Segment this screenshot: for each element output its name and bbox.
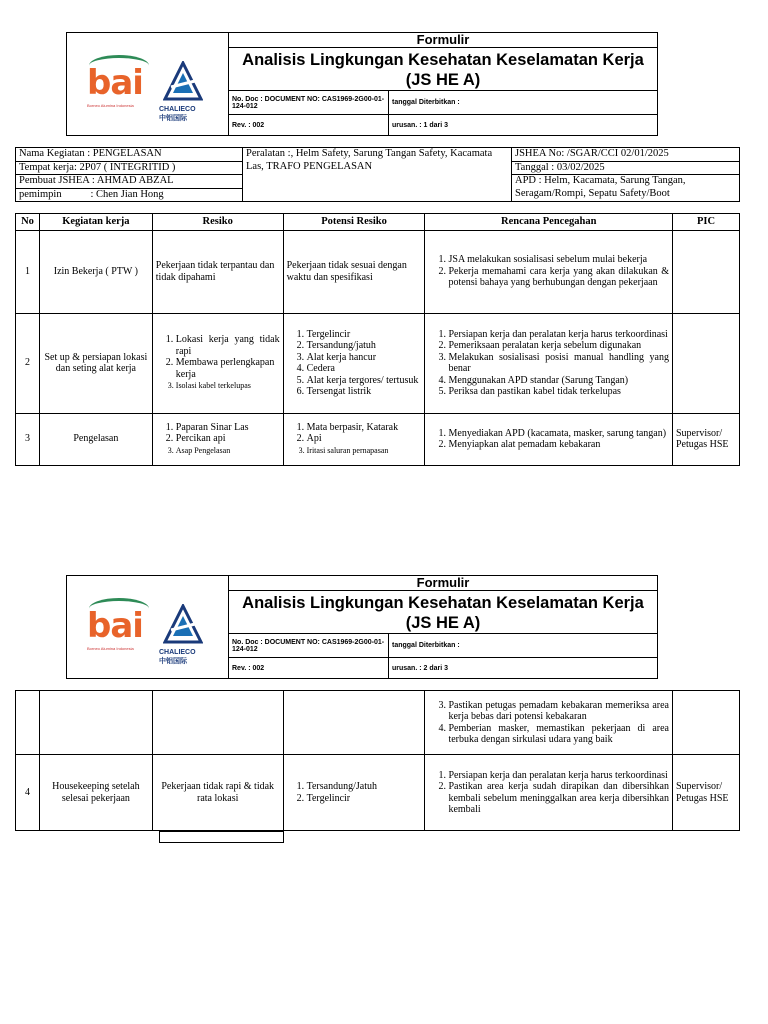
prevention-cell <box>425 230 673 313</box>
pic-cell: Supervisor/ Petugas HSE <box>673 755 740 831</box>
row-number: 1 <box>16 230 40 313</box>
date: Tanggal : 03/02/2025 <box>512 161 740 175</box>
prevention-cell <box>425 313 673 413</box>
col-header: Kegiatan kerja <box>39 214 152 231</box>
bai-logo-subtitle: Borneo Alumina Indonesia <box>87 103 134 108</box>
list-item: 3. Iritasi saluran pernapasan <box>307 445 422 457</box>
prevention-cell <box>425 413 673 465</box>
risk-cell: Pekerjaan tidak rapi & tidak rata lokasi <box>152 755 283 831</box>
pic-cell <box>673 691 740 755</box>
list-item: 1. Menyediakan APD (kacamata, masker, sarung tangan) <box>448 428 669 440</box>
list-item: 1. Paparan Sinar Las <box>176 422 280 434</box>
list-item: 2. Tergelincir <box>307 793 422 805</box>
list-item: 6. Tersengat listrik <box>307 386 422 398</box>
page-number: urusan. : 1 dari 3 <box>392 121 449 129</box>
activity-cell: Izin Bekerja ( PTW ) <box>39 230 152 313</box>
potential-risk-cell <box>283 413 425 465</box>
doc-number: No. Doc : DOCUMENT NO: CAS1969-2G00-01-124-012 <box>229 91 389 114</box>
list-item: 2. Tersandung/jatuh <box>307 340 422 352</box>
col-header: Potensi Resiko <box>283 214 425 231</box>
equipment: Peralatan :, Helm Safety, Sarung Tangan Safety, Kacamata Las, TRAFO PENGELASAN <box>243 148 512 202</box>
form-title: Analisis Lingkungan Kesehatan Keselamatan Kerja (JS HE A) <box>229 48 657 91</box>
bai-logo: bai <box>87 63 143 103</box>
list-item: 3. Asap Pengelasan <box>176 445 280 457</box>
activity-cell: Housekeeping setelah selesai pekerjaan <box>39 755 152 831</box>
list-item: 2. Pemeriksaan peralatan kerja sebelum digunakan <box>448 340 669 352</box>
activity-cell: Pengelasan <box>39 413 152 465</box>
row-number: 3 <box>16 413 40 465</box>
form-header-1 <box>66 32 658 136</box>
leader: pemimpin : Chen Jian Hong <box>16 188 243 202</box>
activity-cell <box>39 691 152 755</box>
form-label: Formulir <box>229 576 657 591</box>
list-item: 2. Percikan api <box>176 433 280 445</box>
page-number: urusan. : 2 dari 3 <box>392 664 449 672</box>
prevention-cell <box>425 691 673 755</box>
list-item: 2. Menyiapkan alat pemadam kebakaran <box>448 439 669 451</box>
table-row <box>16 755 740 831</box>
potential-risk-cell: Pekerjaan tidak sesuai dengan waktu dan spesifikasi <box>283 230 425 313</box>
col-header: PIC <box>673 214 740 231</box>
bai-logo-subtitle: Borneo Alumina Indonesia <box>87 646 134 651</box>
chalieco-logo-text: CHALIECO 中铝国际 <box>159 649 196 665</box>
list-item: 1. Mata berpasir, Katarak <box>307 422 422 434</box>
potential-risk-cell <box>283 313 425 413</box>
jshea-author: Pembuat JSHEA : AHMAD ABZAL <box>16 175 243 189</box>
table-header-row <box>16 214 740 231</box>
activity-cell: Set up & persiapan lokasi dan seting alat kerja <box>39 313 152 413</box>
table-row <box>16 313 740 413</box>
list-item: 3. Pastikan petugas pemadam kebakaran memeriksa area kerja bebas dari potensi kebakaran <box>448 700 669 723</box>
empty-cell <box>159 831 284 843</box>
pic-cell <box>673 313 740 413</box>
risk-cell: Pekerjaan tidak terpantau dan tidak dipahami <box>152 230 283 313</box>
form-header-2 <box>66 575 658 679</box>
list-item: 3. Isolasi kabel terkelupas <box>176 380 280 392</box>
form-title: Analisis Lingkungan Kesehatan Keselamatan Kerja (JS HE A) <box>229 591 657 634</box>
list-item: 4. Cedera <box>307 363 422 375</box>
potential-risk-cell <box>283 691 425 755</box>
logo-area <box>67 33 229 135</box>
potential-risk-cell <box>283 755 425 831</box>
jshea-number: JSHEA No: /SGAR/CCI 02/01/2025 <box>512 148 740 162</box>
list-item: 2. Pekerja memahami cara kerja yang akan dilakukan & potensi bahaya yang berhubungan dengan pekerjaan <box>448 266 669 289</box>
chalieco-logo-icon <box>163 61 203 101</box>
row-number <box>16 691 40 755</box>
list-item: 1. Persiapan kerja dan peralatan kerja harus terkoordinasi <box>448 329 669 341</box>
bai-logo: bai <box>87 606 143 646</box>
risk-table-2 <box>15 690 740 831</box>
list-item: 3. Alat kerja hancur <box>307 352 422 364</box>
info-table <box>15 147 740 202</box>
list-item: 1. Tersandung/Jatuh <box>307 781 422 793</box>
logo-area <box>67 576 229 678</box>
list-item: 2. Api <box>307 433 422 445</box>
list-item: 5. Periksa dan pastikan kabel tidak terkelupas <box>448 386 669 398</box>
revision: Rev. : 002 <box>229 658 389 678</box>
risk-cell <box>152 313 283 413</box>
list-item: 4. Pemberian masker, memastikan pekerjaan di area terbuka dengan sirkulasi udara yang baik <box>448 723 669 746</box>
list-item: 2. Pastikan area kerja sudah dirapikan dan dibersihkan kembali sebelum meninggalkan area kerja dibersihkan kembali <box>448 781 669 816</box>
chalieco-logo-text: CHALIECO 中铝国际 <box>159 106 196 122</box>
chalieco-logo-icon <box>163 604 203 644</box>
row-number: 2 <box>16 313 40 413</box>
col-header: No <box>16 214 40 231</box>
col-header: Resiko <box>152 214 283 231</box>
list-item: 1. Lokasi kerja yang tidak rapi <box>176 334 280 357</box>
table-row <box>16 230 740 313</box>
risk-cell <box>152 413 283 465</box>
table-row <box>16 691 740 755</box>
list-item: 1. JSA melakukan sosialisasi sebelum mulai bekerja <box>448 254 669 266</box>
doc-number: No. Doc : DOCUMENT NO: CAS1969-2G00-01-124-012 <box>229 634 389 657</box>
list-item: 2. Membawa perlengkapan kerja <box>176 357 280 380</box>
risk-cell <box>152 691 283 755</box>
ppe: APD : Helm, Kacamata, Sarung Tangan, Seragam/Rompi, Sepatu Safety/Boot <box>512 175 740 202</box>
activity-name: Nama Kegiatan : PENGELASAN <box>16 148 243 162</box>
work-location: Tempat kerja: 2P07 ( INTEGRITID ) <box>16 161 243 175</box>
list-item: 1. Persiapan kerja dan peralatan kerja harus terkoordinasi <box>448 770 669 782</box>
col-header: Rencana Pencegahan <box>425 214 673 231</box>
issued-date: tanggal Diterbitkan : <box>392 642 460 649</box>
list-item: 4. Menggunakan APD standar (Sarung Tangan) <box>448 375 669 387</box>
pic-cell: Supervisor/ Petugas HSE <box>673 413 740 465</box>
table-row <box>16 413 740 465</box>
list-item: 3. Melakukan sosialisasi posisi manual handling yang benar <box>448 352 669 375</box>
revision: Rev. : 002 <box>229 115 389 135</box>
form-label: Formulir <box>229 33 657 48</box>
pic-cell <box>673 230 740 313</box>
list-item: 1. Tergelincir <box>307 329 422 341</box>
prevention-cell <box>425 755 673 831</box>
issued-date: tanggal Diterbitkan : <box>392 99 460 106</box>
risk-table-1 <box>15 213 740 466</box>
list-item: 5. Alat kerja tergores/ tertusuk <box>307 375 422 387</box>
row-number: 4 <box>16 755 40 831</box>
